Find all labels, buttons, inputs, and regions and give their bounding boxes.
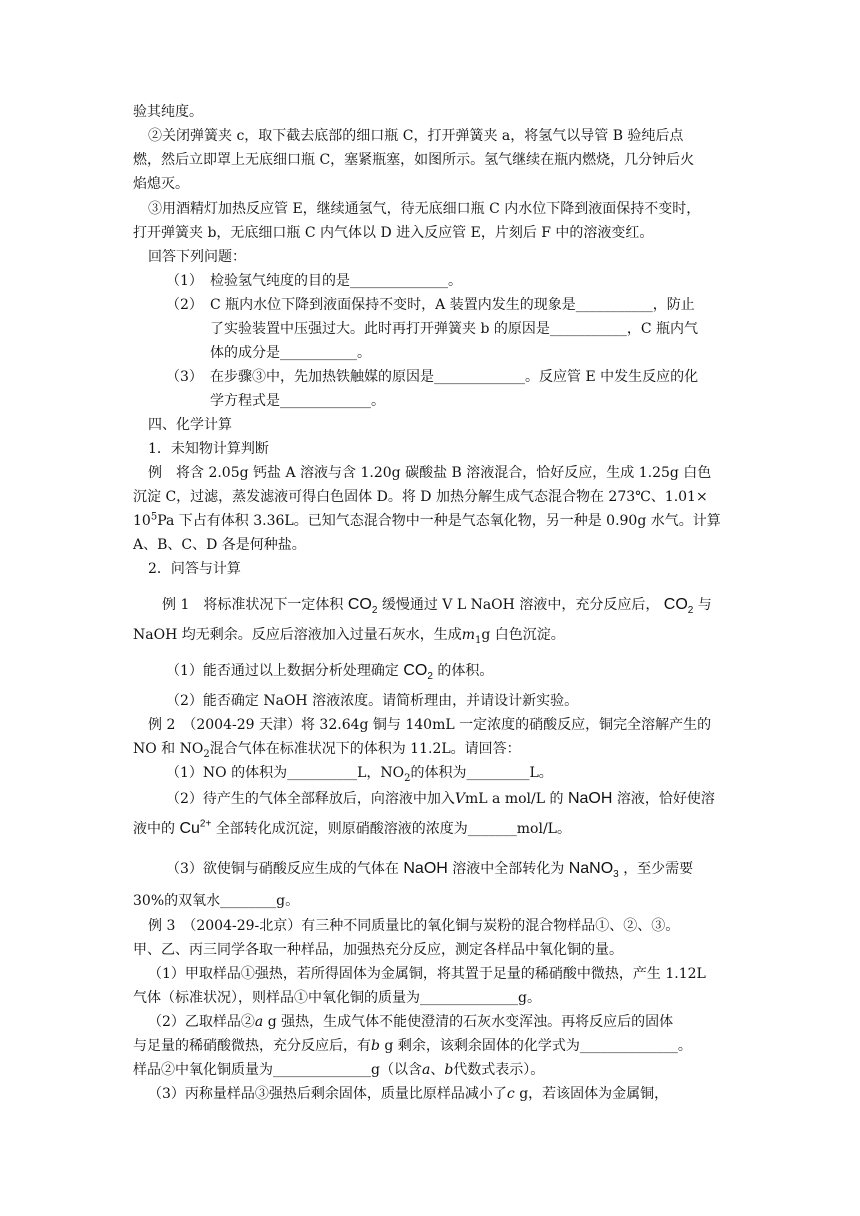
formula-nano3: NaNO$_3$	[568, 860, 619, 881]
text-line	[133, 737, 521, 761]
text-line: 了实验装置中压强过大。此时再打开弹簧夹 b 的原因是___________，C 瓶内气	[210, 321, 699, 337]
text-line	[166, 857, 693, 881]
text-line: 验其纯度。	[133, 104, 203, 120]
variable: V	[454, 791, 466, 807]
text-line: 燃，然后立即罩上无底细口瓶 C，塞紧瓶塞，如图所示。氢气继续在瓶内燃烧，几分钟后火	[133, 152, 695, 168]
variable: b	[371, 1038, 380, 1054]
text-line: 30%的双氧水________g。	[133, 893, 300, 909]
question-text: 检验氢气纯度的目的是______________。	[210, 273, 462, 289]
text-line: 打开弹簧夹 b，无底细口瓶 C 内气体以 D 进入反应管 E，片刻后 F 中的溶液变红。	[133, 225, 654, 241]
text-line: 体的成分是___________。	[210, 345, 371, 361]
variable: b	[444, 1062, 454, 1078]
text-line: 例 将含 2.05g 钙盐 A 溶液与含 1.20g 碳酸盐 B 溶液混合，恰好反应，生成 1.25g 白色	[148, 465, 712, 481]
subsection-heading: 1．未知物计算判断	[148, 441, 269, 457]
text-line	[166, 659, 493, 683]
text-span: 全部转化成沉淀，则原硝酸溶液的浓度为_______mol/L。	[215, 821, 571, 837]
variable: m	[461, 627, 476, 643]
subsection-heading: 2．问答与计算	[148, 561, 241, 577]
text-line: ②关闭弹簧夹 c，取下截去底部的细口瓶 C，打开弹簧夹 a，将氢气以导管 B 验纯后点	[148, 128, 684, 144]
text-line: 回答下列问题：	[148, 249, 246, 265]
text-line	[133, 817, 571, 841]
text-line	[148, 1082, 668, 1106]
text-line: 例 2 （2004-29 天津）将 32.64g 铜与 140mL 一定浓度的硝酸反应，铜完全溶解产生的	[148, 717, 712, 733]
text-span: g 白色沉淀。	[481, 627, 565, 643]
text-span: （2）乙取样品②	[148, 1014, 255, 1030]
question-number: （3）	[166, 369, 203, 385]
formula-cu: $Cu^{2+}$	[179, 818, 212, 837]
text-span: （3）丙称量样品③强热后剩余固体，质量比原样品减小了	[148, 1086, 507, 1102]
text-span: mL a mol/L 的	[465, 791, 564, 807]
text-span: 、	[430, 1062, 445, 1078]
formula-naoh: NaOH	[567, 790, 613, 807]
question-text: 在步骤③中，先加热铁触媒的原因是_____________。反应管 E 中发生反应的化	[210, 369, 699, 385]
section-heading: 四、化学计算	[148, 417, 232, 433]
text-span: g 剩余，该剩余固体的化学式为______________。	[379, 1038, 692, 1054]
text-span: 液中的	[133, 821, 175, 837]
text-line: ③用酒精灯加热反应管 E，继续通氢气，待无底细口瓶 C 内水位下降到液面保持不变时，	[148, 201, 701, 217]
text-span: 溶液中全部转化为	[452, 861, 565, 877]
formula-naoh: NaOH	[403, 860, 448, 877]
text-span: 混合气体在标准状况下的体积为 11.2L。请回答：	[209, 741, 521, 757]
text-span: 例 1 将标准状况下一定体积	[162, 597, 344, 613]
text-line: （1）甲取样品①强热，若所得固体为金属铜，将其置于足量的稀硝酸中微热，产生 1.12L	[148, 966, 706, 982]
text-span: NaOH 均无剩余。反应后溶液加入过量石灰水，生成	[133, 627, 462, 643]
text-span: 与足量的稀硝酸微热，充分反应后，有	[133, 1038, 371, 1054]
text-line	[148, 1010, 673, 1034]
question-text: C 瓶内水位下降到液面保持不变时，A 装置内发生的现象是___________，防止	[210, 297, 695, 313]
variable: a	[254, 1014, 264, 1030]
text-span: 的体积为_________L。	[410, 765, 553, 781]
text-line: （2）能否确定 NaOH 溶液浓度。请简析理由，并请设计新实验。	[166, 693, 579, 709]
text-line	[133, 623, 565, 647]
text-line: 学方程式是_____________。	[210, 393, 385, 409]
text-line	[166, 761, 553, 785]
text-span: 样品②中氧化铜质量为______________g（以含	[133, 1062, 422, 1078]
text-span: 与	[697, 597, 712, 613]
text-line	[133, 1058, 544, 1082]
question-3	[166, 365, 698, 389]
formula-co2: $CO_2$	[347, 596, 378, 617]
subscript: 2	[203, 748, 210, 760]
question-number: （2）	[166, 297, 203, 313]
text-line: 焰熄灭。	[133, 176, 189, 192]
subscript: 1	[475, 634, 482, 646]
text-line: 例 3 （2004-29-北京）有三种不同质量比的氧化铜与炭粉的混合物样品①、②、③。	[148, 918, 680, 934]
text-line: A、B、C、D 各是何种盐。	[133, 537, 306, 553]
text-span: （3）欲使铜与硝酸反应生成的气体在	[166, 861, 399, 877]
text-line: 甲、乙、丙三同学各取一种样品，加强热充分反应，测定各样品中氧化铜的量。	[133, 942, 623, 958]
text-line	[133, 1034, 692, 1058]
text-line: 气体（标准状况），则样品①中氧化铜的质量为______________g。	[133, 990, 541, 1006]
text-span: （1）NO 的体积为__________L，NO	[166, 765, 405, 781]
formula-co2: $CO_2$	[663, 596, 694, 617]
subscript: 2	[404, 772, 411, 784]
question-1	[166, 269, 462, 293]
text-span: g，若该固体为金属铜，	[514, 1086, 669, 1102]
text-span: 代数式表示）。	[453, 1062, 545, 1078]
variable: a	[421, 1062, 431, 1078]
question-2	[166, 293, 695, 317]
text-span: NO 和 NO	[133, 741, 204, 757]
text-span: 缓慢通过 V L NaOH 溶液中，充分反应后，	[381, 597, 660, 613]
text-span: g 强热，生成气体不能使澄清的石灰水变浑浊。再将反应后的固体	[263, 1014, 674, 1030]
text-span: （2）待产生的气体全部释放后，向溶液中加入	[166, 791, 455, 807]
text-line	[162, 593, 712, 617]
text-line: 沉淀 C，过滤，蒸发滤液可得白色固体 D。将 D 加热分解生成气态混合物在 273℃、1.01×	[133, 489, 708, 505]
text-span: ，至少需要	[623, 861, 694, 877]
text-span: Pa 下占有体积 3.36L。已知气态混合物中一种是气态氧化物，另一种是 0.90g 水气。计算	[157, 513, 721, 529]
variable: c	[506, 1086, 515, 1102]
text-span: （1）能否通过以上数据分析处理确定	[166, 663, 399, 679]
text-span: 溶液，恰好使溶	[616, 791, 715, 807]
superscript: 5	[150, 511, 158, 523]
text-line	[133, 509, 721, 533]
formula-co2: $CO_2$	[403, 662, 433, 683]
text-line	[166, 787, 715, 811]
question-number: （1）	[166, 273, 203, 289]
text-span: 10	[133, 513, 151, 529]
text-span: 的体积。	[437, 663, 494, 679]
